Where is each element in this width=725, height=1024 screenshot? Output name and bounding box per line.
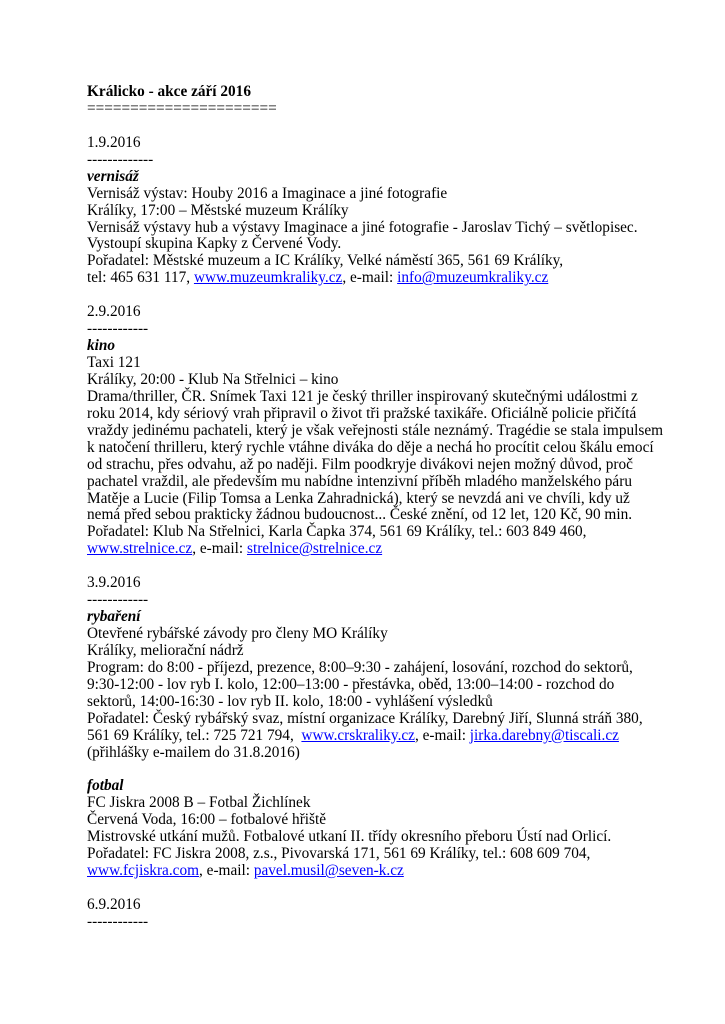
event-line: Pořadatel: FC Jiskra 2008, z.s., Pivovarská 171, 561 69 Králíky, tel.: 608 609 704, — [87, 845, 591, 863]
title-rule: ====================== — [87, 99, 277, 117]
email-link[interactable]: info@muzeumkraliky.cz — [397, 269, 549, 287]
day-section — [87, 135, 647, 287]
event-category: rybaření — [87, 608, 141, 626]
section-date: 3.9.2016 — [87, 574, 141, 592]
section-date: 1.9.2016 — [87, 133, 141, 151]
event-line: Pořadatel: Klub Na Střelnici, Karla Čapka 374, 561 69 Králíky, tel.: 603 849 460, — [87, 523, 587, 541]
section-date: 2.9.2016 — [87, 303, 141, 321]
section-rule: ------------- — [87, 150, 154, 168]
event — [87, 609, 647, 761]
event-line: FC Jiskra 2008 B – Fotbal Žichlínek — [87, 794, 311, 812]
event-line: Mistrovské utkání mužů. Fotbalové utkaní II. třídy okresního přeboru Ústí nad Orlicí. — [87, 828, 612, 846]
event-note: (přihlášky e-mailem do 31.8.2016) — [87, 743, 300, 761]
event-line: Program: do 8:00 - příjezd, prezence, 8:00–9:30 - zahájení, losování, rozchod do sektorů, — [87, 658, 633, 676]
event-line: Taxi 121 — [87, 354, 141, 371]
event-line: Drama/thriller, ČR. Snímek Taxi 121 je český thriller inspirovaný skutečnými událostmi z — [87, 387, 638, 405]
event-line: Králíky, meliorační nádrž — [87, 641, 244, 659]
email-link[interactable]: jirka.darebny@tiscali.cz — [469, 726, 619, 744]
email-link[interactable]: pavel.musil@seven-k.cz — [253, 862, 404, 880]
website-link[interactable]: www.fcjiskra.com — [87, 862, 200, 880]
event-category: vernisáž — [87, 167, 139, 185]
event-line: Vernisáž výstav: Houby 2016 a Imaginace a jiné fotografie — [87, 184, 448, 202]
event — [87, 778, 647, 880]
event-line: nemá před sebou prakticky žádnou budoucnost... České znění, od 12 let, 120 Kč, 90 min. — [87, 506, 633, 524]
section-date: 6.9.2016 — [87, 896, 141, 913]
contact-prefix: 561 69 Králíky, tel.: 725 721 794, — [87, 726, 302, 744]
event-line: Červená Voda, 16:00 – fotbalové hřiště — [87, 811, 327, 829]
section-rule: ------------ — [87, 912, 149, 930]
event-category: fotbal — [87, 777, 124, 795]
contact-line — [87, 728, 647, 745]
event-line: Králíky, 20:00 - Klub Na Střelnici – kino — [87, 370, 339, 388]
event-line: Králíky, 17:00 – Městské muzeum Králíky — [87, 201, 349, 219]
document-page — [87, 83, 664, 931]
contact-prefix: tel: 465 631 117, — [87, 269, 194, 287]
document-title: Králicko - akce září 2016 — [87, 83, 251, 100]
website-link[interactable]: www.strelnice.cz — [87, 540, 193, 558]
event-line: sektorů, 14:00-16:30 - lov ryb II. kolo, 18:00 - vyhlášení výsledků — [87, 692, 493, 710]
event-line: pachatel vraždil, ale především mu nabídne intenzivní příběh mladého manželského páru — [87, 472, 632, 490]
event-line: Otevřené rybářské závody pro členy MO Králíky — [87, 625, 388, 642]
event-line: k natočení thrilleru, který rychle vtáhne diváka do děje a nechá ho procítit celou škálu emocí — [87, 438, 654, 456]
contact-line — [87, 863, 647, 880]
spacer — [87, 287, 647, 304]
event-line: od strachu, přes odvahu, až po naději. Film poodkryje divákovi nejen možný důvod, proč — [87, 455, 633, 473]
website-link[interactable]: www.crskraliky.cz — [301, 726, 415, 744]
website-link[interactable]: www.muzeumkraliky.cz — [193, 269, 343, 287]
event-line: Vernisáž výstavy hub a výstavy Imaginace a jiné fotografie - Jaroslav Tichý – světlopisec. — [87, 218, 638, 236]
email-link[interactable]: strelnice@strelnice.cz — [247, 540, 383, 558]
day-section — [87, 575, 647, 880]
event-line: 9:30-12:00 - lov ryb I. kolo, 12:00–13:00 - přestávka, oběd, 13:00–14:00 - rozchod do — [87, 675, 615, 693]
event — [87, 337, 664, 558]
spacer — [87, 880, 647, 897]
event-line: Pořadatel: Český rybářský svaz, místní organizace Králíky, Darebný Jiří, Slunná stráň 380, — [87, 709, 643, 727]
spacer — [87, 558, 647, 575]
section-rule: ------------ — [87, 591, 149, 609]
event-line: vraždy jedinému pachateli, který je však veřejnosti stále neznámý. Tragédie se stala impulsem — [87, 421, 664, 439]
event — [87, 169, 647, 288]
event-category: kino — [87, 337, 116, 355]
contact-separator: , e-mail: — [342, 269, 398, 287]
spacer — [87, 762, 647, 779]
contact-separator: , e-mail: — [192, 540, 247, 558]
event-line: Pořadatel: Městské muzeum a IC Králíky, Velké náměstí 365, 561 69 Králíky, — [87, 252, 564, 270]
contact-line — [87, 541, 647, 558]
spacer — [87, 118, 647, 135]
section-rule: ------------ — [87, 320, 149, 338]
event-line: roku 2014, kdy sériový vrah připravil o život tři pražské taxikáře. Oficiálně policie přičítá — [87, 404, 637, 422]
contact-separator: , e-mail: — [414, 726, 470, 744]
contact-separator: , e-mail: — [199, 862, 254, 880]
contact-line — [87, 270, 647, 287]
day-section — [87, 897, 647, 931]
event-line: Matěje a Lucie (Filip Tomsa a Lenka Zahradnická), který se nevzdá ani ve chvíli, kdy už — [87, 489, 630, 507]
event-line: Vystoupí skupina Kapky z Červené Vody. — [87, 235, 342, 253]
day-section — [87, 303, 664, 558]
